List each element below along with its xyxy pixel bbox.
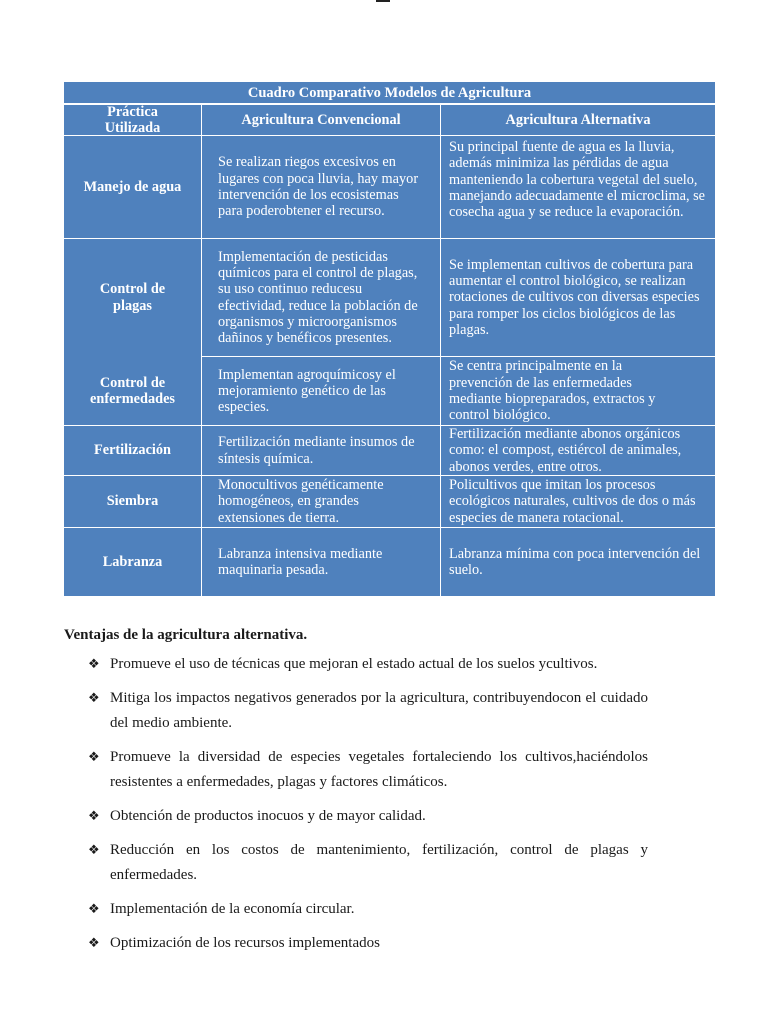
bullet-icon: ❖	[88, 843, 100, 858]
list-item	[88, 652, 648, 677]
cell-conventional-sowing	[202, 476, 440, 527]
cell-conventional-diseases	[202, 357, 440, 425]
header-practice	[64, 105, 201, 135]
cell-text: Labranza intensiva mediante maquinaria pesada.	[218, 545, 383, 578]
page-top-mark	[376, 0, 390, 2]
row-label-text: Control de enfermedades	[90, 374, 175, 407]
list-item	[88, 745, 648, 795]
cell-alternative-water	[441, 136, 715, 238]
row-label-text: Labranza	[102, 553, 163, 570]
cell-text: Se realizan riegos excesivos en lugares con poca lluvia, hay mayor intervención de los ecosistemas para poderobtener el recurso.	[218, 154, 419, 220]
row-label-text: Control de plagas	[99, 281, 166, 314]
cell-text: Implementación de pesticidas químicos para el control de plagas, su uso continuo reducesu efectividad, reduce la población de organismos y microorganismos dañinos y benéficos presentes.	[218, 248, 418, 347]
list-item-text: Reducción en los costos de mantenimiento, fertilización, control de plagas y enfermedades.	[110, 842, 648, 883]
bullet-icon: ❖	[88, 936, 100, 951]
cell-text: Monocultivos genéticamente homogéneos, en grandes extensiones de tierra.	[218, 477, 384, 526]
list-item-text: Promueve la diversidad de especies vegetales fortaleciendo los cultivos,haciéndolos resistentes a enfermedades, plagas y factores climáticos.	[110, 749, 648, 790]
list-item	[88, 931, 648, 956]
list-item	[88, 838, 648, 888]
list-item-text: Promueve el uso de técnicas que mejoran el estado actual de los suelos ycultivos.	[110, 656, 598, 672]
advantages-title: Ventajas de la agricultura alternativa.	[64, 627, 308, 643]
row-label-tillage	[64, 528, 201, 596]
advantages-list	[88, 652, 648, 965]
bullet-icon: ❖	[88, 809, 100, 824]
table-title: Cuadro Comparativo Modelos de Agricultura	[247, 85, 532, 101]
row-label-sowing	[64, 476, 201, 527]
bullet-icon: ❖	[88, 902, 100, 917]
bullet-icon: ❖	[88, 750, 100, 765]
cell-text: Labranza mínima con poca intervención del suelo.	[449, 545, 701, 578]
header-conventional-label: Agricultura Convencional	[241, 111, 401, 128]
cell-alternative-pests	[441, 239, 715, 356]
row-label-pests	[64, 239, 201, 356]
list-item-text: Obtención de productos inocuos y de mayor calidad.	[110, 808, 426, 824]
cell-alternative-tillage	[441, 528, 715, 596]
cell-alternative-sowing	[441, 476, 715, 527]
cell-text: Implementan agroquímicosy el mejoramiento genético de las especies.	[218, 366, 396, 416]
cell-text: Su principal fuente de agua es la lluvia, además minimiza las pérdidas de agua manteniendo la cobertura vegetal del suelo, manejando adecuadamente el microclima, se cosecha agua y se reduce la evaporación.	[449, 139, 706, 221]
header-practice-label: Práctica Utilizada	[104, 105, 161, 135]
cell-text: Se implementan cultivos de cobertura para aumentar el control biológico, se realizan rotaciones de cultivos con diversas especies para romper los ciclos biológicos de las plagas.	[449, 256, 700, 338]
list-item-text: Mitiga los impactos negativos generados por la agricultura, contribuyendocon el cuidado del medio ambiente.	[110, 690, 648, 731]
cell-conventional-fertilization	[202, 426, 440, 475]
list-item-text: Implementación de la economía circular.	[110, 901, 355, 917]
comparison-table	[64, 82, 715, 596]
list-item-text: Optimización de los recursos implementados	[110, 935, 380, 951]
bullet-icon: ❖	[88, 691, 100, 706]
cell-text: Policultivos que imitan los procesos ecológicos naturales, cultivos de dos o más especies de manera rotacional.	[449, 477, 696, 526]
row-label-text: Manejo de agua	[83, 178, 182, 195]
cell-alternative-fertilization	[441, 426, 715, 475]
cell-conventional-water	[202, 136, 440, 238]
header-alternative-label: Agricultura Alternativa	[505, 111, 651, 128]
row-label-fertilization	[64, 426, 201, 475]
bullet-icon: ❖	[88, 657, 100, 672]
row-label-diseases	[64, 357, 201, 425]
cell-alternative-diseases	[441, 357, 715, 425]
header-alternative	[441, 105, 715, 135]
row-label-water	[64, 136, 201, 238]
list-item	[88, 686, 648, 736]
cell-text: Fertilización mediante abonos orgánicos como: el compost, estiércol de animales, abonos verdes, entre otros.	[449, 426, 682, 475]
list-item	[88, 897, 648, 922]
list-item	[88, 804, 648, 829]
cell-text: Se centra principalmente en la prevención de las enfermedades mediante biopreparados, extractos y control biológico.	[449, 358, 656, 424]
row-label-text: Fertilización	[93, 442, 171, 459]
cell-text: Fertilización mediante insumos de síntesis química.	[218, 434, 415, 467]
cell-conventional-pests	[202, 239, 440, 356]
row-label-text: Siembra	[106, 493, 159, 510]
cell-conventional-tillage	[202, 528, 440, 596]
header-conventional	[202, 105, 440, 135]
